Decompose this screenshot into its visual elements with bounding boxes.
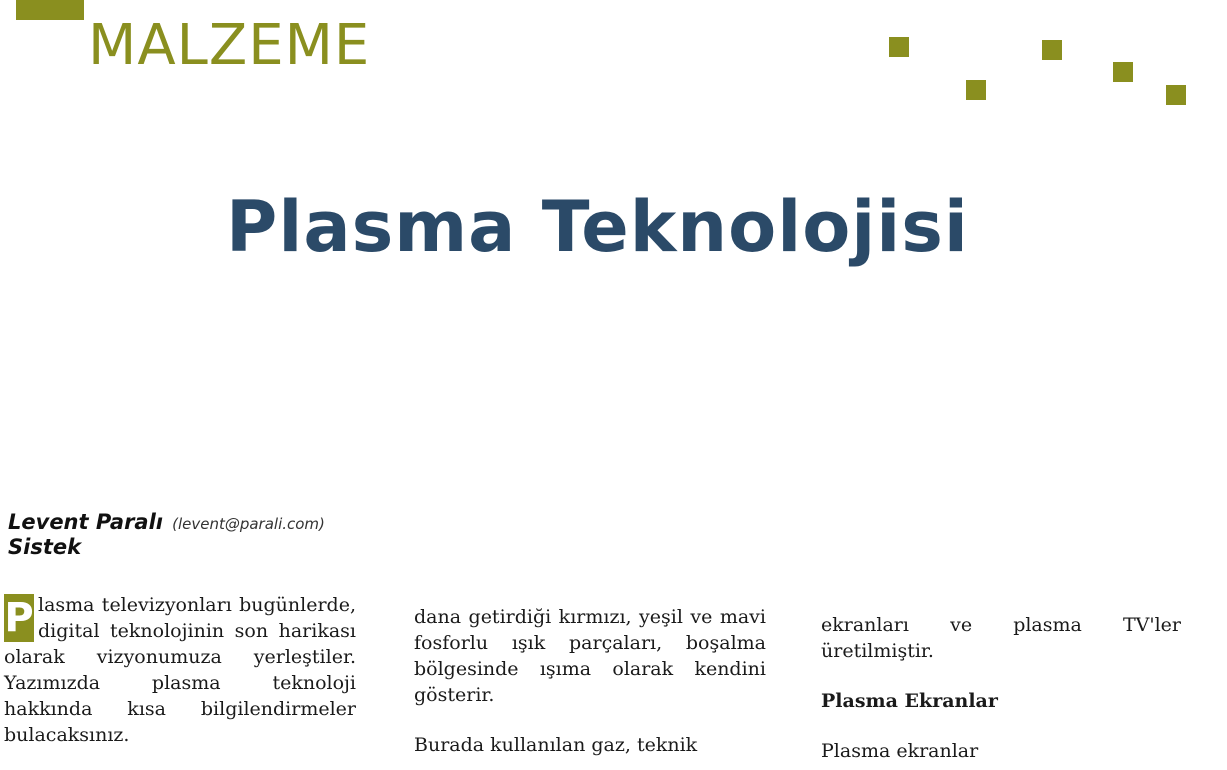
body-paragraph: ekranları ve plasma TV'ler üretilmiştir. [821,614,1181,662]
subheading: Plasma Ekranlar [821,690,998,712]
paragraph-gap [821,664,1181,688]
drop-cap: P [4,595,34,641]
body-paragraph [4,592,356,748]
decorative-square [1113,62,1133,82]
body-paragraph: Plasma ekranlar [821,740,979,762]
decorative-square [1166,85,1186,105]
body-paragraph: dana getirdiği kırmızı, yeşil ve mavi fosforlu ışık parçaları, boşalma bölgesinde ışıma olarak kendini gösterir. [414,606,766,706]
author-name: Levent Paralı [8,510,163,534]
body-paragraph: Burada kullanılan gaz, teknik [414,734,698,756]
text-column-3 [821,612,1181,764]
decorative-square [966,80,986,100]
section-color-bar [16,0,84,20]
author-affiliation: Sistek [8,535,82,560]
paragraph-gap [414,708,766,732]
paragraph-gap [821,714,1181,738]
text-column-2 [414,604,766,758]
paragraph-text: lasma televizyonları bugünlerde, digital teknolojinin son harikası olarak vizyonumuza yerleştiler. Yazımızda plasma teknoloji hakkında kısa bilgilendirmeler bulacaksınız. [4,594,356,746]
author-email: (levent@parali.com) [172,515,325,533]
decorative-square [1042,40,1062,60]
article-title: Plasma Teknolojisi [226,186,969,268]
decorative-square [889,37,909,57]
section-label: MALZEME [88,13,371,78]
byline [8,510,325,560]
text-column-1 [4,592,356,748]
